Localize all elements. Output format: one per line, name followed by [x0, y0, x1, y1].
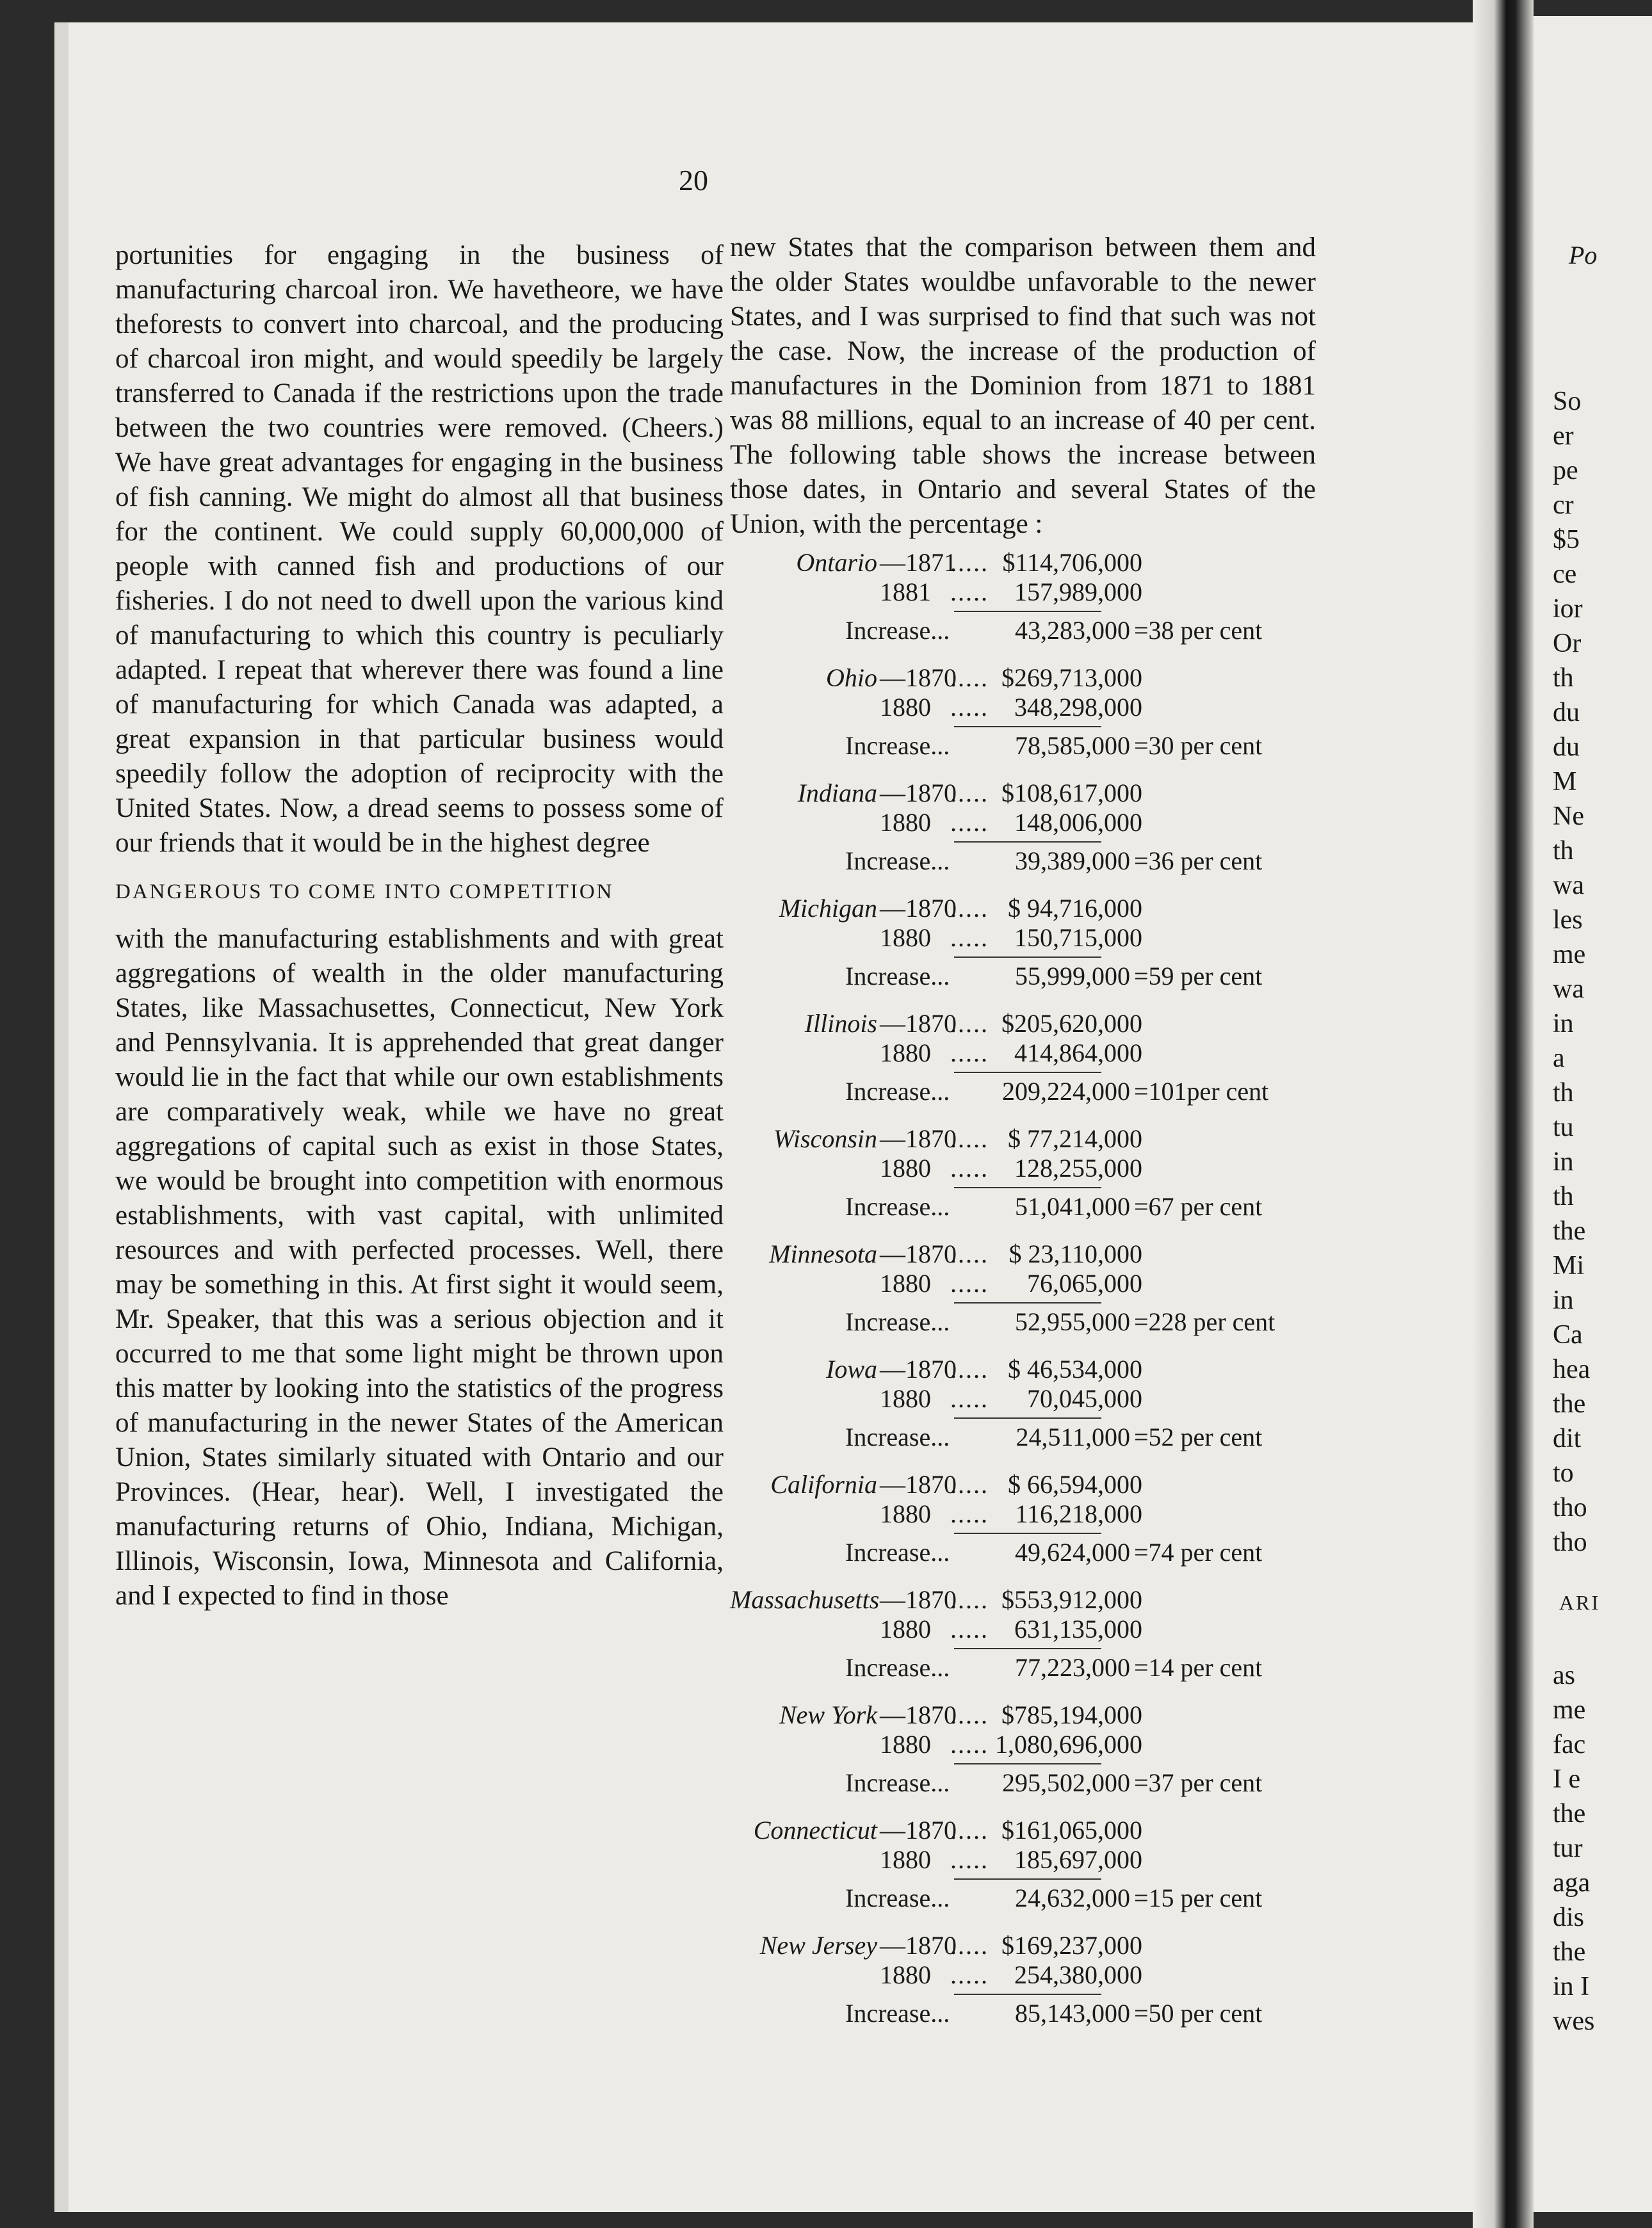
fragment-line: in — [1553, 1286, 1574, 1315]
stat-row-start — [730, 1470, 1316, 1499]
sum-rule — [954, 1763, 1101, 1764]
start-value: $205,620,000 — [1001, 1009, 1142, 1038]
start-year: —1870 — [880, 779, 957, 807]
stat-row-end — [730, 693, 1316, 722]
end-value: 148,006,000 — [1014, 808, 1142, 837]
start-value: $ 66,594,000 — [1008, 1470, 1142, 1499]
stat-row-end — [730, 577, 1316, 607]
fragment-line: the — [1553, 1389, 1586, 1419]
stat-row-increase — [730, 1653, 1316, 1683]
next-page-edge — [1534, 16, 1652, 2212]
end-year: 1880 — [880, 1615, 931, 1643]
end-value: 348,298,000 — [1014, 693, 1142, 722]
stat-row-start — [730, 1585, 1316, 1615]
leader-dots: ..... — [950, 1730, 989, 1759]
start-value: $ 46,534,000 — [1008, 1355, 1142, 1384]
stat-row-start — [730, 548, 1316, 577]
increase-percent: =37 per cent — [1134, 1768, 1263, 1797]
leader-dots: ..... — [950, 1355, 989, 1384]
page-number: 20 — [679, 164, 708, 197]
start-value: $ 94,716,000 — [1008, 894, 1142, 923]
end-year: 1880 — [880, 1730, 931, 1759]
fragment-line: in — [1553, 1147, 1574, 1177]
stat-row-end — [730, 1384, 1316, 1414]
spacer — [730, 1154, 880, 1183]
increase-label: Increase... — [845, 962, 950, 990]
increase-percent: =50 per cent — [1134, 1999, 1263, 2028]
increase-value: 39,389,000 — [1015, 846, 1130, 875]
increase-label: Increase... — [845, 1768, 950, 1797]
fragment-line: M — [1553, 767, 1577, 796]
end-year: 1880 — [880, 693, 931, 722]
end-value: 150,715,000 — [1014, 923, 1142, 952]
leader-dots: ..... — [950, 1615, 989, 1643]
stat-row-end — [730, 1960, 1316, 1990]
end-value: 70,045,000 — [1027, 1384, 1142, 1413]
leader-dots: ..... — [950, 1470, 989, 1499]
paragraph-3: new States that the comparison between them and the older States wouldbe unfavorable to the newer States, and I was surprised to find that such was not the case. Now, the increase of the production of manufactures in the Dominion from 1871 to 1881 was 88 millions, equal to an increase of 40 per cent. The following table shows the increase between those dates, in Ontario and several States of the Union, with the percentage : — [730, 232, 1316, 539]
stat-entry — [730, 1700, 1316, 1798]
increase-percent: =74 per cent — [1134, 1538, 1263, 1567]
increase-label: Increase... — [845, 1538, 950, 1567]
increase-percent: =30 per cent — [1134, 731, 1263, 760]
stat-row-end — [730, 1615, 1316, 1644]
spacer — [730, 808, 880, 837]
increase-label: Increase... — [845, 1999, 950, 2028]
sum-rule — [954, 1072, 1101, 1073]
increase-percent: =52 per cent — [1134, 1423, 1263, 1451]
sum-rule — [954, 1302, 1101, 1304]
sum-rule — [954, 1417, 1101, 1419]
stat-entry — [730, 548, 1316, 645]
fragment-line: the — [1553, 1799, 1586, 1828]
sum-rule — [954, 726, 1101, 727]
increase-value: 85,143,000 — [1015, 1999, 1130, 2028]
fragment-line: in — [1553, 1009, 1574, 1038]
fragment-line: pe — [1553, 456, 1578, 485]
increase-value: 24,632,000 — [1015, 1884, 1130, 1912]
section-heading: DANGEROUS TO COME INTO COMPETITION — [115, 880, 614, 903]
next-page-heading-fragment: ARI — [1559, 1591, 1601, 1614]
stat-entry — [730, 1470, 1316, 1567]
start-value: $ 23,110,000 — [1008, 1239, 1142, 1268]
sum-rule — [954, 1994, 1101, 1995]
state-name: Massachusetts — [730, 1585, 880, 1614]
leader-dots: ..... — [950, 1585, 989, 1614]
leader-dots: ..... — [950, 894, 989, 923]
end-value: 1,080,696,000 — [995, 1730, 1142, 1759]
increase-percent: =101per cent — [1134, 1077, 1269, 1106]
increase-label: Increase... — [845, 1307, 950, 1336]
stat-entry — [730, 1816, 1316, 1913]
spacer — [730, 1038, 880, 1068]
increase-percent: =15 per cent — [1134, 1884, 1263, 1912]
stat-row-start — [730, 1931, 1316, 1960]
spacer — [730, 1960, 880, 1990]
stat-entry — [730, 1124, 1316, 1222]
stat-row-increase — [730, 1192, 1316, 1222]
fragment-line: dis — [1553, 1903, 1585, 1932]
leader-dots: ..... — [950, 1499, 989, 1528]
state-name: California — [770, 1470, 877, 1499]
fragment-line: aga — [1553, 1868, 1591, 1898]
stat-entry — [730, 663, 1316, 761]
leader-dots: ..... — [950, 1931, 989, 1960]
end-value: 116,218,000 — [1015, 1499, 1142, 1528]
increase-label: Increase... — [845, 1423, 950, 1451]
spacer — [730, 577, 880, 607]
stat-row-start — [730, 1239, 1316, 1269]
stat-row-end — [730, 1845, 1316, 1875]
stat-row-start — [730, 779, 1316, 808]
stat-entry — [730, 1355, 1316, 1452]
end-year: 1880 — [880, 1960, 931, 1989]
leader-dots: ..... — [950, 577, 989, 606]
end-year: 1880 — [880, 1269, 931, 1298]
end-value: 185,697,000 — [1014, 1845, 1142, 1874]
increase-label: Increase... — [845, 846, 950, 875]
spacer — [730, 1269, 880, 1298]
spacer — [730, 693, 880, 722]
leader-dots: ..... — [950, 548, 989, 577]
leader-dots: ..... — [950, 693, 989, 722]
state-name: Michigan — [779, 894, 877, 923]
leader-dots: ..... — [950, 808, 989, 837]
stat-row-increase — [730, 1077, 1316, 1106]
fragment-line: in I — [1553, 1972, 1590, 2001]
leader-dots: ..... — [950, 1124, 989, 1153]
fragment-line: th — [1553, 1078, 1574, 1108]
fragment-line: I e — [1553, 1764, 1581, 1794]
sum-rule — [954, 611, 1101, 612]
fragment-line: er — [1553, 421, 1574, 451]
state-name: New York — [779, 1700, 877, 1729]
fragment-line: wa — [1553, 974, 1584, 1004]
stat-row-start — [730, 894, 1316, 923]
stat-entry — [730, 1239, 1316, 1337]
stat-row-start — [730, 1700, 1316, 1730]
leader-dots: ..... — [950, 663, 989, 692]
increase-value: 52,955,000 — [1015, 1307, 1130, 1336]
increase-label: Increase... — [845, 1653, 950, 1682]
end-year: 1881 — [880, 577, 931, 606]
stat-entry — [730, 894, 1316, 991]
start-value: $269,713,000 — [1001, 663, 1142, 692]
start-year: —1870 — [880, 1470, 957, 1499]
fragment-line: tu — [1553, 1113, 1574, 1142]
statistics-table — [730, 548, 1316, 2028]
end-value: 414,864,000 — [1014, 1038, 1142, 1067]
fragment-line: th — [1553, 663, 1574, 693]
leader-dots: ..... — [950, 779, 989, 807]
state-name: Illinois — [804, 1009, 877, 1038]
fragment-line: wa — [1553, 871, 1584, 900]
stat-row-increase — [730, 616, 1316, 645]
stat-row-start — [730, 1816, 1316, 1845]
fragment-line: ce — [1553, 560, 1577, 589]
leader-dots: ..... — [950, 1816, 989, 1845]
stat-row-start — [730, 1124, 1316, 1154]
fragment-line: Or — [1553, 629, 1582, 658]
stat-row-start — [730, 1355, 1316, 1384]
fragment-line: du — [1553, 732, 1580, 762]
start-year: —1870 — [880, 1009, 957, 1038]
spacer — [730, 1845, 880, 1875]
increase-label: Increase... — [845, 731, 950, 760]
stat-row-end — [730, 1730, 1316, 1759]
start-value: $161,065,000 — [1001, 1816, 1142, 1845]
stat-row-start — [730, 663, 1316, 693]
stat-row-increase — [730, 1768, 1316, 1798]
fragment-line: So — [1553, 387, 1582, 416]
fragment-line: wes — [1553, 2006, 1595, 2036]
next-page-title-fragment: Po — [1569, 241, 1598, 270]
stat-row-end — [730, 1499, 1316, 1529]
fragment-line: a — [1553, 1044, 1565, 1073]
increase-percent: =38 per cent — [1134, 616, 1263, 645]
state-name: New Jersey — [759, 1931, 877, 1960]
increase-label: Increase... — [845, 616, 950, 645]
start-year: —1870 — [880, 1239, 957, 1268]
leader-dots: ..... — [950, 1845, 989, 1874]
start-value: $108,617,000 — [1001, 779, 1142, 807]
stat-row-end — [730, 808, 1316, 837]
fragment-line: the — [1553, 1937, 1586, 1967]
spacer — [730, 1499, 880, 1529]
fragment-line: me — [1553, 940, 1586, 969]
increase-value: 51,041,000 — [1015, 1192, 1130, 1221]
leader-dots: ..... — [950, 1038, 989, 1067]
fragment-line: $5 — [1553, 525, 1580, 554]
sum-rule — [954, 957, 1101, 958]
fragment-line: tho — [1553, 1493, 1587, 1522]
state-name: Wisconsin — [773, 1124, 877, 1153]
stat-row-end — [730, 1154, 1316, 1183]
increase-value: 55,999,000 — [1015, 962, 1130, 990]
increase-value: 209,224,000 — [1002, 1077, 1130, 1106]
stat-row-increase — [730, 1999, 1316, 2028]
fragment-line: th — [1553, 836, 1574, 866]
stat-row-increase — [730, 846, 1316, 876]
increase-percent: =36 per cent — [1134, 846, 1263, 875]
fragment-line: tur — [1553, 1834, 1583, 1863]
sum-rule — [954, 1878, 1101, 1880]
start-value: $169,237,000 — [1001, 1931, 1142, 1960]
end-value: 631,135,000 — [1014, 1615, 1142, 1643]
paragraph-1: portunities for engaging in the business of manufacturing charcoal iron. We havetheore, we have theforests to convert into charcoal, and the producing of charcoal iron might, and would speedily be largely transferred to Canada if the restrictions upon the trade between the two countries were removed. (Cheers.) We have great advantages for engaging in the business of fish canning. We might do almost all that business for the continent. We could supply 60,000,000 of people with canned fish and productions of our fisheries. I do not need to dwell upon the various kind of manufacturing to which this country is peculiarly adapted. I repeat that wherever there was found a line of manufacturing for which Canada was adapted, a great expansion in that particular business would speedily follow the adoption of reciprocity with the United States. Now, a dread seems to possess some of our friends that it would be in the highest degree — [115, 240, 724, 858]
spacer — [730, 1615, 880, 1644]
stat-row-increase — [730, 731, 1316, 761]
sum-rule — [954, 1533, 1101, 1534]
book-gutter — [1473, 0, 1534, 2228]
end-value: 76,065,000 — [1027, 1269, 1142, 1298]
end-year: 1880 — [880, 808, 931, 837]
start-value: $785,194,000 — [1001, 1700, 1142, 1729]
start-year: —1870 — [880, 1700, 957, 1729]
increase-percent: =228 per cent — [1134, 1307, 1275, 1336]
increase-percent: =14 per cent — [1134, 1653, 1263, 1682]
stat-row-end — [730, 1038, 1316, 1068]
leader-dots: ..... — [950, 1960, 989, 1989]
stat-row-start — [730, 1009, 1316, 1038]
start-year: —1870 — [880, 1585, 957, 1614]
state-name: Ohio — [826, 663, 877, 692]
end-value: 254,380,000 — [1014, 1960, 1142, 1989]
leader-dots: ..... — [950, 923, 989, 952]
increase-value: 295,502,000 — [1002, 1768, 1130, 1797]
spacer — [730, 1384, 880, 1414]
increase-percent: =59 per cent — [1134, 962, 1263, 990]
fragment-line: dit — [1553, 1424, 1582, 1453]
sum-rule — [954, 841, 1101, 843]
end-year: 1880 — [880, 923, 931, 952]
end-year: 1880 — [880, 1154, 931, 1183]
increase-value: 78,585,000 — [1015, 731, 1130, 760]
fragment-line: Ca — [1553, 1320, 1583, 1350]
leader-dots: ..... — [950, 1009, 989, 1038]
fragment-line: cr — [1553, 490, 1574, 520]
increase-label: Increase... — [845, 1884, 950, 1912]
increase-value: 77,223,000 — [1015, 1653, 1130, 1682]
leader-dots: ..... — [950, 1239, 989, 1268]
fragment-line: ior — [1553, 594, 1583, 624]
stat-entry — [730, 1009, 1316, 1106]
stat-row-increase — [730, 1307, 1316, 1337]
right-column — [730, 230, 1316, 2046]
spacer — [730, 923, 880, 953]
fragment-line: as — [1553, 1661, 1575, 1690]
fragment-line: du — [1553, 698, 1580, 727]
paragraph-2: with the manufacturing establishments and with great aggregations of wealth in the older manufacturing States, like Massachusettes, Connecticut, New York and Pennsylvania. It is apprehended that great danger would lie in the fact that while our own establishments are comparatively weak, while we have no great aggregations of capital such as exist in those States, we would be brought into competition with enormous establishments, with vast capital, with unlimited resources and with perfected processes. Well, there may be something in this. At first sight it would seem, Mr. Speaker, that this was a serious objection and it occurred to me that some light might be thrown upon this matter by looking into the statistics of the progress of manufacturing in the newer States of the American Union, States similarly situated with Ontario and our Provinces. (Hear, hear). Well, I investigated the manufacturing returns of Ohio, Indiana, Michigan, Illinois, Wisconsin, Iowa, Minnesota and California, and I expected to find in those — [115, 924, 724, 1611]
stat-entry — [730, 1585, 1316, 1683]
sum-rule — [954, 1648, 1101, 1649]
page-left-edge — [54, 22, 69, 2212]
stat-row-increase — [730, 962, 1316, 991]
state-name: Connecticut — [753, 1816, 877, 1845]
fragment-line: hea — [1553, 1355, 1591, 1384]
fragment-line: th — [1553, 1182, 1574, 1211]
left-column — [115, 238, 724, 1613]
start-year: —1870 — [880, 1816, 957, 1845]
stat-entry — [730, 1931, 1316, 2028]
increase-label: Increase... — [845, 1077, 950, 1106]
state-name: Indiana — [797, 779, 877, 807]
stat-row-increase — [730, 1538, 1316, 1567]
start-value: $553,912,000 — [1001, 1585, 1142, 1614]
start-value: $114,706,000 — [1002, 548, 1142, 577]
start-year: —1871 — [880, 548, 957, 577]
fragment-line: fac — [1553, 1730, 1586, 1759]
stat-entry — [730, 779, 1316, 876]
end-year: 1880 — [880, 1384, 931, 1413]
fragment-line: Ne — [1553, 802, 1584, 831]
state-name: Minnesota — [769, 1239, 877, 1268]
fragment-line: to — [1553, 1458, 1574, 1488]
end-value: 157,989,000 — [1014, 577, 1142, 606]
fragment-line: Mi — [1553, 1251, 1585, 1280]
stat-row-end — [730, 1269, 1316, 1298]
end-value: 128,255,000 — [1014, 1154, 1142, 1183]
leader-dots: ..... — [950, 1154, 989, 1183]
leader-dots: ..... — [950, 1700, 989, 1729]
increase-value: 49,624,000 — [1015, 1538, 1130, 1567]
state-name: Ontario — [796, 548, 877, 577]
spacer — [730, 1730, 880, 1759]
start-value: $ 77,214,000 — [1008, 1124, 1142, 1153]
start-year: —1870 — [880, 1124, 957, 1153]
fragment-line: tho — [1553, 1528, 1587, 1557]
increase-label: Increase... — [845, 1192, 950, 1221]
fragment-line: les — [1553, 905, 1583, 935]
leader-dots: ..... — [950, 1384, 989, 1413]
stat-row-increase — [730, 1423, 1316, 1452]
start-year: —1870 — [880, 663, 957, 692]
increase-value: 43,283,000 — [1015, 616, 1130, 645]
fragment-line: me — [1553, 1695, 1586, 1725]
sum-rule — [954, 1187, 1101, 1188]
end-year: 1880 — [880, 1845, 931, 1874]
state-name: Iowa — [826, 1355, 877, 1384]
stat-row-increase — [730, 1884, 1316, 1913]
increase-percent: =67 per cent — [1134, 1192, 1263, 1221]
end-year: 1880 — [880, 1499, 931, 1528]
leader-dots: ..... — [950, 1269, 989, 1298]
increase-value: 24,511,000 — [1016, 1423, 1130, 1451]
end-year: 1880 — [880, 1038, 931, 1067]
start-year: —1870 — [880, 1355, 957, 1384]
start-year: —1870 — [880, 1931, 957, 1960]
start-year: —1870 — [880, 894, 957, 923]
stat-row-end — [730, 923, 1316, 953]
fragment-line: the — [1553, 1216, 1586, 1246]
